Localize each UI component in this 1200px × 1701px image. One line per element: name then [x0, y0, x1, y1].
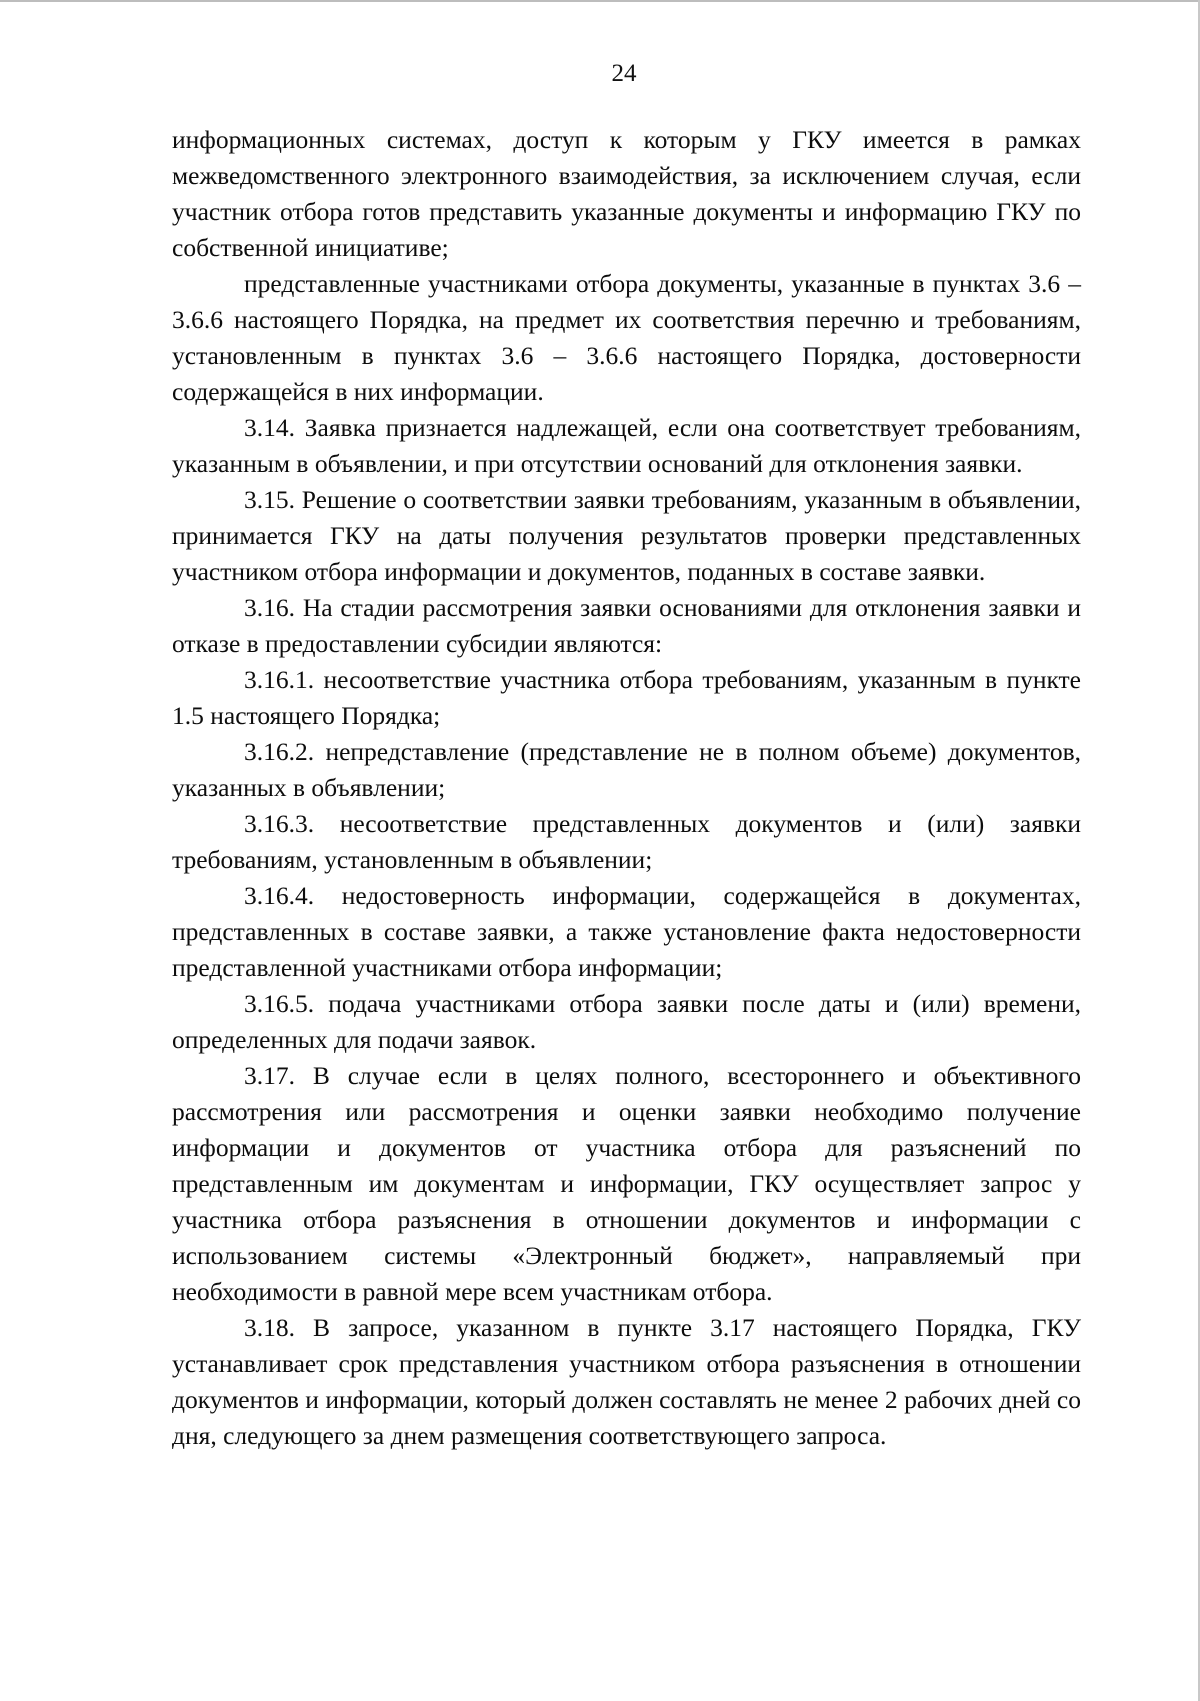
- paragraph-text: Заявка признается надлежащей, если она соответствует требованиям, указанным в объявлении, и при отсутствии оснований для отклонения заявки.: [172, 413, 1082, 478]
- clause-number: 3.17.: [244, 1061, 295, 1090]
- clause-number: 3.16.3.: [244, 809, 315, 838]
- paragraph-text: непредставление (представление не в полном объеме) документов, указанных в объявлении;: [172, 737, 1081, 802]
- clause-number: 3.16.: [244, 593, 295, 622]
- clause-number: 3.15.: [244, 485, 295, 514]
- clause-number: 3.16.4.: [244, 881, 315, 910]
- paragraph-3-17: [172, 1058, 1081, 1310]
- paragraph-text: В запросе, указанном в пункте 3.17 настоящего Порядка, ГКУ устанавливает срок представления участником отбора разъяснения в отношении документов и информации, который должен составлять не менее 2 рабочих дней со дня, следующего за днем размещения соответствующего запроса.: [172, 1313, 1081, 1450]
- paragraph-3-18: [172, 1310, 1081, 1454]
- paragraph-3-16-5: [172, 986, 1081, 1058]
- scan-edge-top: [0, 0, 1200, 2]
- paragraph-text: представленные участниками отбора документы, указанные в пунктах 3.6 – 3.6.6 настоящего Порядка, на предмет их соответствия перечню и требованиям, установленным в пунктах 3.6 – 3.6.6 настоящего Порядка, достоверности содержащейся в них информации.: [172, 269, 1081, 406]
- paragraph-text: информационных системах, доступ к которым у ГКУ имеется в рамках межведомственного электронного взаимодействия, за исключением случая, если участник отбора готов представить указанные документы и информацию ГКУ по собственной инициативе;: [172, 125, 1081, 262]
- paragraph: [172, 266, 1081, 410]
- paragraph-3-16-4: [172, 878, 1081, 986]
- paragraph-3-15: [172, 482, 1081, 590]
- page-number: 24: [611, 60, 637, 87]
- paragraph-text: несоответствие представленных документов и (или) заявки требованиям, установленным в объявлении;: [172, 809, 1081, 874]
- paragraph-3-14: [172, 410, 1081, 482]
- clause-number: 3.16.1.: [244, 665, 315, 694]
- paragraph-3-16: [172, 590, 1081, 662]
- clause-number: 3.14.: [244, 413, 295, 442]
- paragraph-text: В случае если в целях полного, всестороннего и объективного рассмотрения или рассмотрения и оценки заявки необходимо получение информации и документов от участника отбора для разъяснений по представленным им документам и информации, ГКУ осуществляет запрос у участника отбора разъяснения в отношении документов и информации с использованием системы «Электронный бюджет», направляемый при необходимости в равной мере всем участникам отбора.: [172, 1061, 1082, 1306]
- paragraph-3-16-1: [172, 662, 1081, 734]
- paragraph-3-16-2: [172, 734, 1081, 806]
- paragraph-continuation: [172, 122, 1081, 266]
- paragraph-text: подача участниками отбора заявки после даты и (или) времени, определенных для подачи заявок.: [172, 989, 1082, 1054]
- clause-number: 3.18.: [244, 1313, 295, 1342]
- paragraph-text: Решение о соответствии заявки требованиям, указанным в объявлении, принимается ГКУ на даты получения результатов проверки представленных участником отбора информации и документов, поданных в составе заявки.: [172, 485, 1081, 586]
- document-body: [172, 122, 1081, 1454]
- paragraph-3-16-3: [172, 806, 1081, 878]
- paragraph-text: несоответствие участника отбора требованиям, указанным в пункте 1.5 настоящего Порядка;: [172, 665, 1082, 730]
- paragraph-text: На стадии рассмотрения заявки основаниями для отклонения заявки и отказе в предоставлении субсидии являются:: [172, 593, 1081, 658]
- clause-number: 3.16.2.: [244, 737, 315, 766]
- clause-number: 3.16.5.: [244, 989, 315, 1018]
- paragraph-text: недостоверность информации, содержащейся в документах, представленных в составе заявки, а также установление факта недостоверности представленной участниками отбора информации;: [172, 881, 1082, 982]
